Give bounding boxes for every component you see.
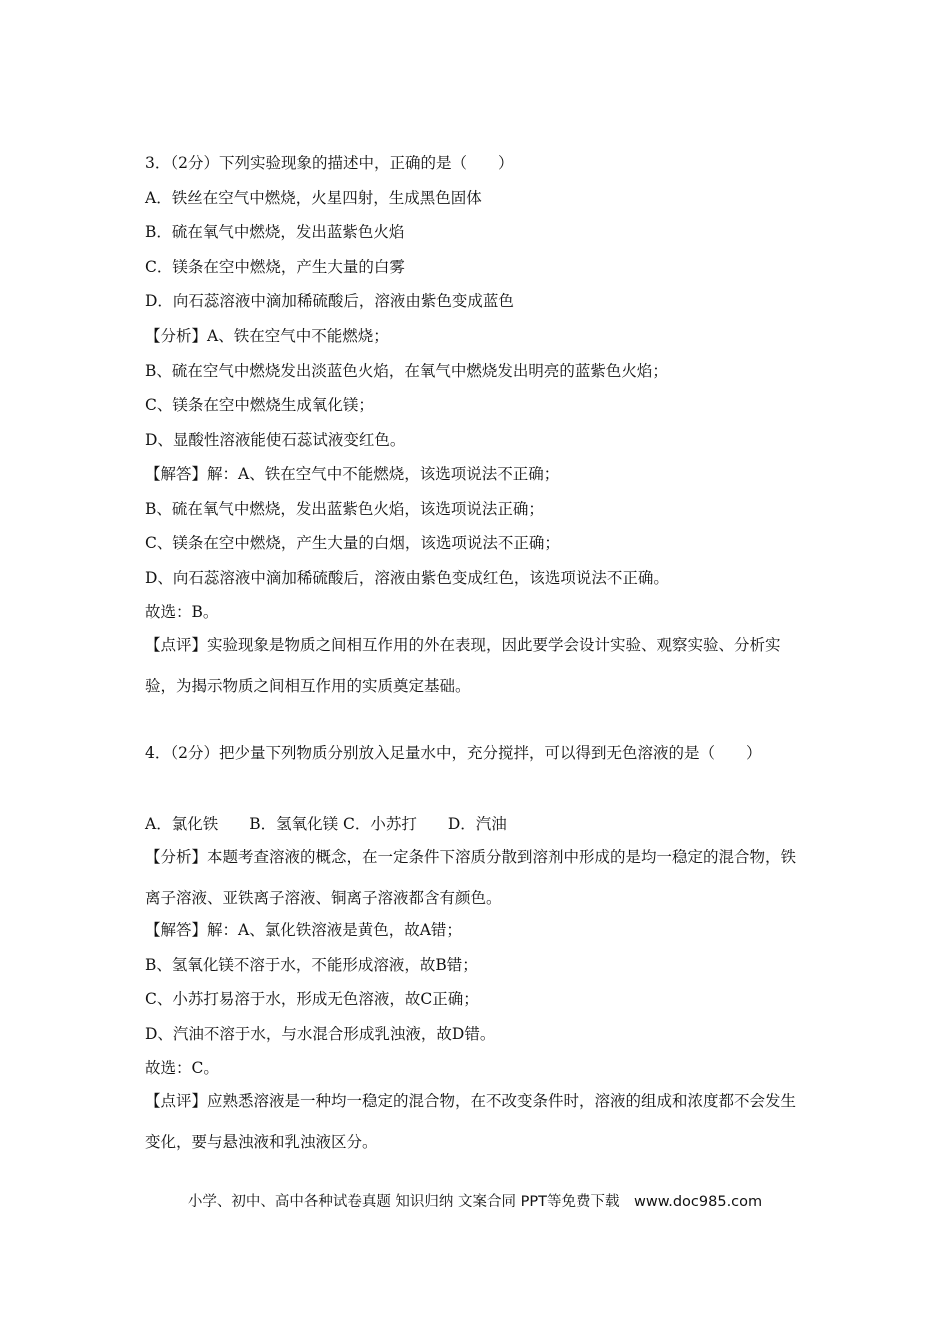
q3-choice: 故选：B。 <box>145 603 219 621</box>
q4-options: A．氯化铁 B．氢氧化镁 C．小苏打 D．汽油 <box>145 815 507 833</box>
q3-comment <box>145 625 810 707</box>
q4-analysis <box>145 837 810 919</box>
q4-answer-b: B、氢氧化镁不溶于水，不能形成溶液，故B错； <box>145 956 478 974</box>
q3-answer-text: 解：A、铁在空气中不能燃烧，该选项说法不正确； <box>207 465 560 483</box>
q3-comment-text: 实验现象是物质之间相互作用的外在表现，因此要学会设计实验、观察实验、分析实验，为揭示物质之间相互作用的实质奠定基础。 <box>145 636 781 695</box>
q3-analysis-d: D、显酸性溶液能使石蕊试液变红色。 <box>145 431 406 449</box>
q4-answer-c: C、小苏打易溶于水，形成无色溶液，故C正确； <box>145 990 479 1008</box>
q4-answer-d: D、汽油不溶于水，与水混合形成乳浊液，故D错。 <box>145 1025 496 1043</box>
q4-answer-text: 解：A、氯化铁溶液是黄色，故A错； <box>207 921 462 939</box>
q3-analysis-line <box>145 326 389 346</box>
q3-answer-d: D、向石蕊溶液中滴加稀硫酸后，溶液由紫色变成红色，该选项说法不正确。 <box>145 569 669 587</box>
q3-option-a: A．铁丝在空气中燃烧，火星四射，生成黑色固体 <box>145 189 482 207</box>
q3-option-d: D．向石蕊溶液中滴加稀硫酸后，溶液由紫色变成蓝色 <box>145 292 514 310</box>
q4-comment-text: 应熟悉溶液是一种均一稳定的混合物，在不改变条件时，溶液的组成和浓度都不会发生变化，要与悬浊液和乳浊液区分。 <box>145 1092 797 1151</box>
q3-option-c: C．镁条在空中燃烧，产生大量的白雾 <box>145 258 405 276</box>
q4-comment <box>145 1081 810 1163</box>
q4-analysis-tag: 【分析】 <box>145 848 208 866</box>
q3-option-b: B．硫在氧气中燃烧，发出蓝紫色火焰 <box>145 223 405 241</box>
q3-comment-tag: 【点评】 <box>145 636 208 654</box>
q3-stem: 3．（2分）下列实验现象的描述中，正确的是（ ） <box>145 154 514 172</box>
q3-analysis-tag: 【分析】 <box>145 327 208 345</box>
q3-answer-b: B、硫在氧气中燃烧，发出蓝紫色火焰，该选项说法正确； <box>145 500 544 518</box>
q3-analysis-text: A、铁在空气中不能燃烧； <box>207 327 389 345</box>
q4-analysis-text: 本题考查溶液的概念，在一定条件下溶质分散到溶剂中形成的是均一稳定的混合物，铁离子溶液、亚铁离子溶液、铜离子溶液都含有颜色。 <box>145 848 797 907</box>
q3-answer-tag: 【解答】 <box>145 465 208 483</box>
q4-choice: 故选：C。 <box>145 1059 219 1077</box>
q4-stem: 4．（2分）把少量下列物质分别放入足量水中，充分搅拌，可以得到无色溶液的是（ ） <box>145 744 762 762</box>
q4-answer-line <box>145 920 462 940</box>
q3-answer-c: C、镁条在空中燃烧，产生大量的白烟，该选项说法不正确； <box>145 534 560 552</box>
page-footer: 小学、初中、高中各种试卷真题 知识归纳 文案合同 PPT等免费下载 www.doc985.com <box>187 1194 763 1210</box>
q3-analysis-c: C、镁条在空中燃烧生成氧化镁； <box>145 396 374 414</box>
q4-comment-tag: 【点评】 <box>145 1092 208 1110</box>
q4-answer-tag: 【解答】 <box>145 921 208 939</box>
q3-answer-line <box>145 464 559 484</box>
q3-analysis-b: B、硫在空气中燃烧发出淡蓝色火焰，在氧气中燃烧发出明亮的蓝紫色火焰； <box>145 362 668 380</box>
